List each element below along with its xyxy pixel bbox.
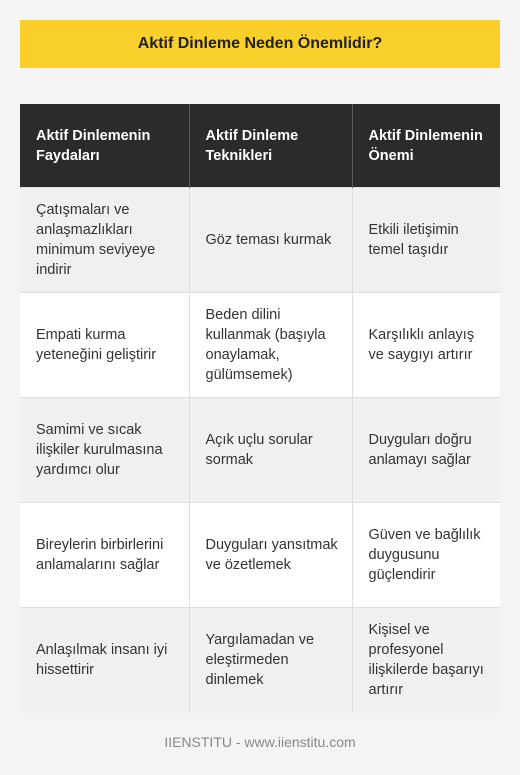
table-cell: Yargılamadan ve eleştirmeden dinlemek — [189, 608, 352, 713]
table-cell: Göz teması kurmak — [189, 188, 352, 293]
table-cell: Samimi ve sıcak ilişkiler kurulmasına yardımcı olur — [20, 398, 189, 503]
table-row — [20, 188, 500, 293]
title-banner — [20, 20, 500, 68]
footer-credit: IIENSTITU - www.iienstitu.com — [164, 734, 356, 750]
table-cell: Açık uçlu sorular sormak — [189, 398, 352, 503]
table-row — [20, 398, 500, 503]
table-cell: Çatışmaları ve anlaşmazlıkları minimum seviyeye indirir — [20, 188, 189, 293]
table-cell: Kişisel ve profesyonel ilişkilerde başarıyı artırır — [352, 608, 500, 713]
table-cell: Anlaşılmak insanı iyi hissettirir — [20, 608, 189, 713]
column-header-benefits: Aktif Dinlemenin Faydaları — [20, 104, 189, 188]
info-table — [20, 104, 500, 713]
column-header-importance: Aktif Dinlemenin Önemi — [352, 104, 500, 188]
table-row — [20, 503, 500, 608]
page-title: Aktif Dinleme Neden Önemlidir? — [137, 35, 383, 52]
table-cell: Karşılıklı anlayış ve saygıyı artırır — [352, 293, 500, 398]
table-cell: Empati kurma yeteneğini geliştirir — [20, 293, 189, 398]
table-cell: Etkili iletişimin temel taşıdır — [352, 188, 500, 293]
table-cell: Duyguları doğru anlamayı sağlar — [352, 398, 500, 503]
table-cell: Güven ve bağlılık duygusunu güçlendirir — [352, 503, 500, 608]
table-header-row — [20, 104, 500, 188]
table-cell: Bireylerin birbirlerini anlamalarını sağlar — [20, 503, 189, 608]
table-cell: Beden dilini kullanmak (başıyla onaylamak, gülümsemek) — [189, 293, 352, 398]
column-header-techniques: Aktif Dinleme Teknikleri — [189, 104, 352, 188]
table-cell: Duyguları yansıtmak ve özetlemek — [189, 503, 352, 608]
table-row — [20, 608, 500, 713]
table-row — [20, 293, 500, 398]
